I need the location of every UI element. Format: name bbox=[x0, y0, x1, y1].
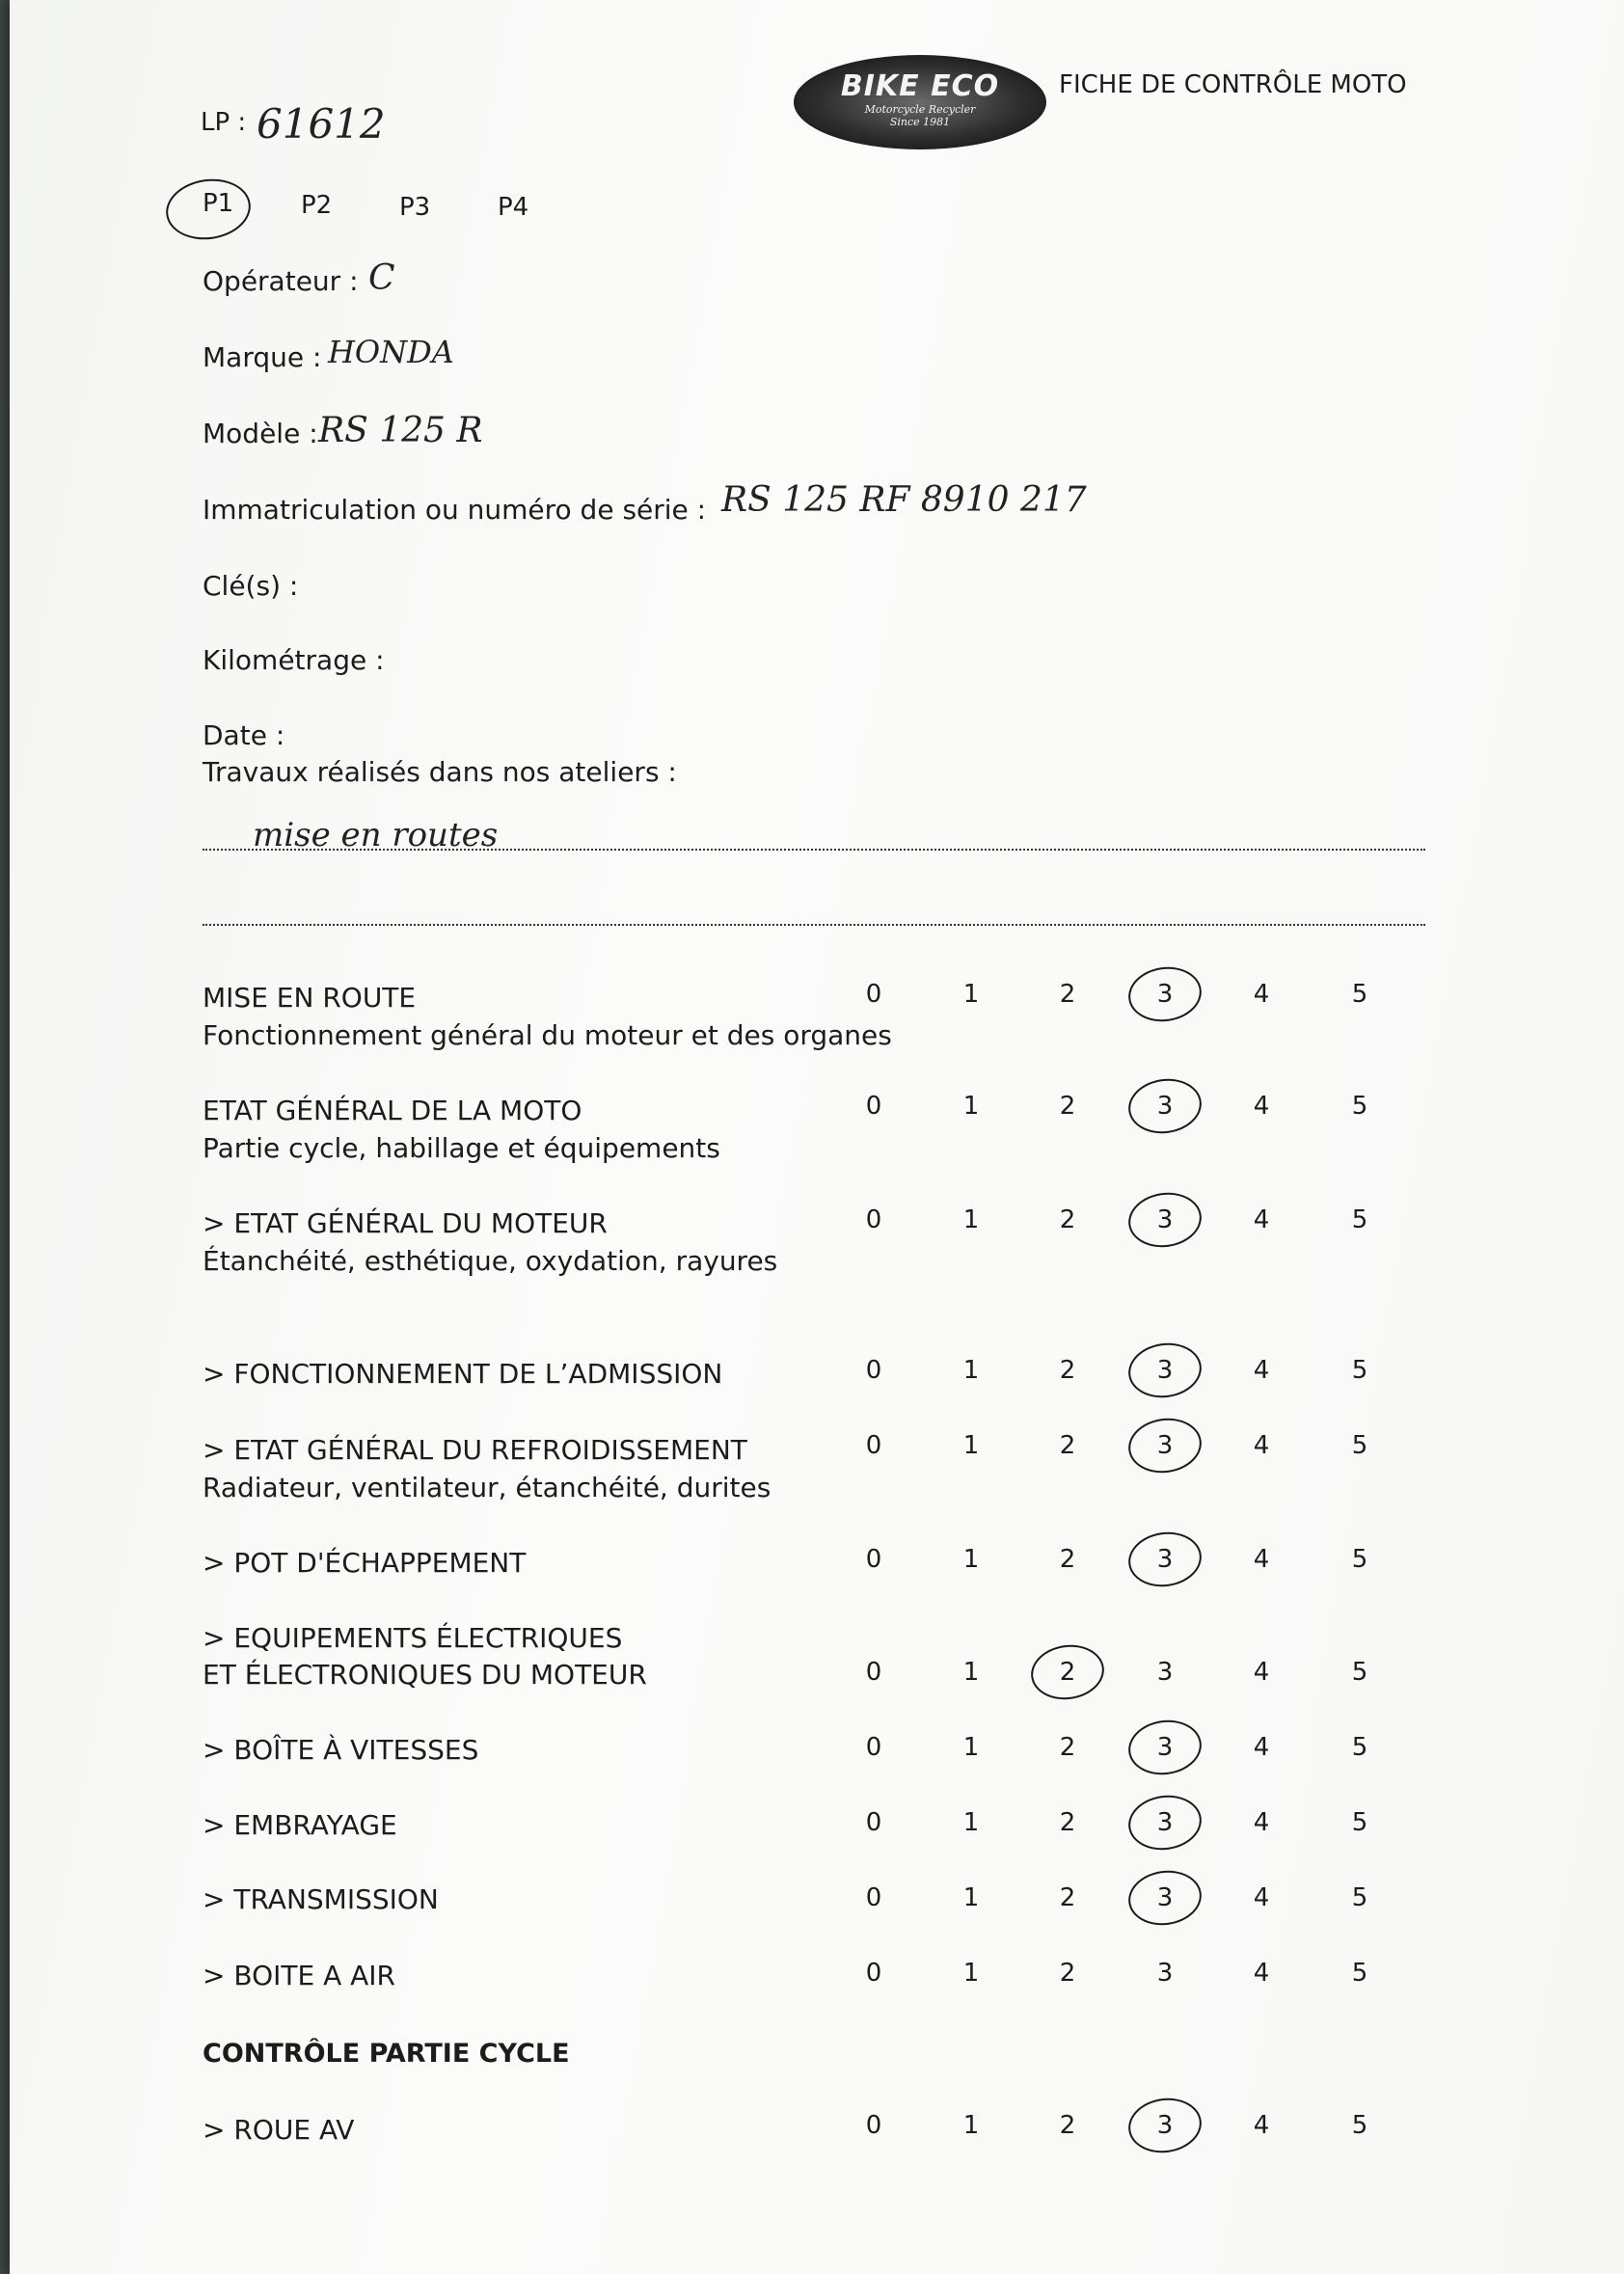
score-option-3[interactable]: 3 bbox=[1156, 1959, 1174, 1988]
marque-label: Marque : bbox=[203, 341, 322, 373]
travaux-label: Travaux réalisés dans nos ateliers : bbox=[203, 756, 677, 788]
score-option-5[interactable]: 5 bbox=[1351, 1733, 1368, 1762]
travaux-value[interactable]: mise en routes bbox=[253, 816, 499, 854]
score-option-1[interactable]: 1 bbox=[962, 1883, 980, 1912]
logo-text: BIKE ECO bbox=[840, 69, 1000, 103]
score-option-3[interactable]: 3 bbox=[1156, 1431, 1174, 1460]
check-title: > POT D'ÉCHAPPEMENT bbox=[203, 1547, 527, 1579]
check-subtitle: ET ÉLECTRONIQUES DU MOTEUR bbox=[203, 1659, 647, 1691]
selected-score-circle bbox=[1027, 1640, 1107, 1704]
score-option-4[interactable]: 4 bbox=[1253, 1092, 1270, 1121]
score-option-5[interactable]: 5 bbox=[1351, 1356, 1368, 1385]
score-option-4[interactable]: 4 bbox=[1253, 1733, 1270, 1762]
check-title: > TRANSMISSION bbox=[203, 1883, 439, 1915]
selected-score-circle bbox=[1124, 1716, 1204, 1779]
check-subtitle: Fonctionnement général du moteur et des organes bbox=[203, 1019, 892, 1051]
score-option-0[interactable]: 0 bbox=[865, 1733, 882, 1762]
immatriculation-value[interactable]: RS 125 RF 8910 217 bbox=[721, 480, 1087, 520]
operateur-value[interactable]: C bbox=[368, 258, 395, 298]
score-option-1[interactable]: 1 bbox=[962, 1205, 980, 1234]
score-option-4[interactable]: 4 bbox=[1253, 1808, 1270, 1837]
option-p1-circle-mark bbox=[162, 174, 255, 245]
check-title: > EMBRAYAGE bbox=[203, 1809, 397, 1841]
score-option-4[interactable]: 4 bbox=[1253, 1431, 1270, 1460]
inspection-sheet bbox=[10, 0, 1624, 2274]
immatriculation-label: Immatriculation ou numéro de série : bbox=[203, 494, 707, 526]
lp-value[interactable]: 61612 bbox=[257, 100, 386, 148]
score-option-4[interactable]: 4 bbox=[1253, 1205, 1270, 1234]
score-option-0[interactable]: 0 bbox=[865, 1808, 882, 1837]
travaux-line-2 bbox=[203, 924, 1425, 926]
score-option-4[interactable]: 4 bbox=[1253, 1545, 1270, 1574]
operateur-label: Opérateur : bbox=[203, 265, 359, 297]
score-option-3[interactable]: 3 bbox=[1156, 1658, 1174, 1687]
bike-eco-logo bbox=[794, 55, 1046, 149]
option-p3[interactable]: P3 bbox=[399, 193, 431, 222]
option-p4[interactable]: P4 bbox=[498, 193, 529, 222]
score-option-0[interactable]: 0 bbox=[865, 1959, 882, 1988]
score-option-5[interactable]: 5 bbox=[1351, 1808, 1368, 1837]
score-option-2[interactable]: 2 bbox=[1059, 2111, 1076, 2140]
check-title: > BOÎTE À VITESSES bbox=[203, 1734, 479, 1766]
score-option-3[interactable]: 3 bbox=[1156, 1356, 1174, 1385]
score-option-2[interactable]: 2 bbox=[1059, 1959, 1076, 1988]
check-subtitle: Étanchéité, esthétique, oxydation, rayures bbox=[203, 1245, 778, 1277]
score-option-0[interactable]: 0 bbox=[865, 1658, 882, 1687]
score-option-3[interactable]: 3 bbox=[1156, 1733, 1174, 1762]
date-label: Date : bbox=[203, 719, 285, 751]
selected-score-circle bbox=[1124, 1188, 1204, 1252]
score-option-2[interactable]: 2 bbox=[1059, 1545, 1076, 1574]
score-option-1[interactable]: 1 bbox=[962, 1431, 980, 1460]
option-p1[interactable]: P1 bbox=[203, 189, 234, 218]
modele-label: Modèle : bbox=[203, 418, 318, 449]
score-option-4[interactable]: 4 bbox=[1253, 1658, 1270, 1687]
score-option-1[interactable]: 1 bbox=[962, 1658, 980, 1687]
score-option-0[interactable]: 0 bbox=[865, 1092, 882, 1121]
score-option-5[interactable]: 5 bbox=[1351, 1092, 1368, 1121]
score-option-3[interactable]: 3 bbox=[1156, 2111, 1174, 2140]
score-option-1[interactable]: 1 bbox=[962, 2111, 980, 2140]
score-option-2[interactable]: 2 bbox=[1059, 980, 1076, 1009]
cles-label: Clé(s) : bbox=[203, 570, 299, 602]
check-title: > EQUIPEMENTS ÉLECTRIQUES bbox=[203, 1622, 623, 1654]
score-option-1[interactable]: 1 bbox=[962, 980, 980, 1009]
selected-score-circle bbox=[1124, 1528, 1204, 1591]
selected-score-circle bbox=[1124, 1866, 1204, 1930]
score-option-4[interactable]: 4 bbox=[1253, 2111, 1270, 2140]
check-subtitle: Partie cycle, habillage et équipements bbox=[203, 1132, 720, 1164]
score-option-0[interactable]: 0 bbox=[865, 1205, 882, 1234]
score-option-2[interactable]: 2 bbox=[1059, 1356, 1076, 1385]
score-option-4[interactable]: 4 bbox=[1253, 1356, 1270, 1385]
score-option-3[interactable]: 3 bbox=[1156, 1808, 1174, 1837]
lp-label: LP : bbox=[201, 108, 247, 137]
score-option-1[interactable]: 1 bbox=[962, 1733, 980, 1762]
selected-score-circle bbox=[1124, 1791, 1204, 1854]
check-title: MISE EN ROUTE bbox=[203, 982, 417, 1014]
score-option-2[interactable]: 2 bbox=[1059, 1808, 1076, 1837]
score-option-2[interactable]: 2 bbox=[1059, 1431, 1076, 1460]
score-option-5[interactable]: 5 bbox=[1351, 2111, 1368, 2140]
score-option-1[interactable]: 1 bbox=[962, 1545, 980, 1574]
score-option-1[interactable]: 1 bbox=[962, 1959, 980, 1988]
score-option-2[interactable]: 2 bbox=[1059, 1883, 1076, 1912]
score-option-5[interactable]: 5 bbox=[1351, 1545, 1368, 1574]
score-option-4[interactable]: 4 bbox=[1253, 1883, 1270, 1912]
score-option-0[interactable]: 0 bbox=[865, 1883, 882, 1912]
modele-value[interactable]: RS 125 R bbox=[318, 411, 483, 450]
score-option-1[interactable]: 1 bbox=[962, 1356, 980, 1385]
score-option-0[interactable]: 0 bbox=[865, 2111, 882, 2140]
score-option-5[interactable]: 5 bbox=[1351, 1959, 1368, 1988]
check-title: > ETAT GÉNÉRAL DU REFROIDISSEMENT bbox=[203, 1434, 747, 1466]
score-option-1[interactable]: 1 bbox=[962, 1808, 980, 1837]
logo-subtext-2: Since 1981 bbox=[889, 116, 951, 128]
selected-score-circle bbox=[1124, 962, 1204, 1026]
section-partie-cycle-title: CONTRÔLE PARTIE CYCLE bbox=[203, 2039, 570, 2069]
score-option-3[interactable]: 3 bbox=[1156, 1883, 1174, 1912]
score-option-3[interactable]: 3 bbox=[1156, 980, 1174, 1009]
score-option-2[interactable]: 2 bbox=[1059, 1092, 1076, 1121]
score-option-2[interactable]: 2 bbox=[1059, 1658, 1076, 1687]
score-option-5[interactable]: 5 bbox=[1351, 1205, 1368, 1234]
score-option-0[interactable]: 0 bbox=[865, 1431, 882, 1460]
option-p2[interactable]: P2 bbox=[301, 191, 333, 220]
score-option-5[interactable]: 5 bbox=[1351, 980, 1368, 1009]
check-title: > FONCTIONNEMENT DE L’ADMISSION bbox=[203, 1358, 723, 1390]
score-option-0[interactable]: 0 bbox=[865, 980, 882, 1009]
check-title: > ETAT GÉNÉRAL DU MOTEUR bbox=[203, 1207, 608, 1239]
score-option-0[interactable]: 0 bbox=[865, 1545, 882, 1574]
score-option-0[interactable]: 0 bbox=[865, 1356, 882, 1385]
form-title: FICHE DE CONTRÔLE MOTO bbox=[1059, 70, 1407, 99]
kilometrage-label: Kilométrage : bbox=[203, 644, 385, 676]
score-option-2[interactable]: 2 bbox=[1059, 1205, 1076, 1234]
score-option-4[interactable]: 4 bbox=[1253, 1959, 1270, 1988]
score-option-5[interactable]: 5 bbox=[1351, 1431, 1368, 1460]
score-option-3[interactable]: 3 bbox=[1156, 1545, 1174, 1574]
marque-value[interactable]: HONDA bbox=[328, 334, 454, 370]
check-subtitle: Radiateur, ventilateur, étanchéité, durites bbox=[203, 1472, 771, 1503]
score-option-5[interactable]: 5 bbox=[1351, 1883, 1368, 1912]
score-option-3[interactable]: 3 bbox=[1156, 1205, 1174, 1234]
travaux-line-1 bbox=[203, 849, 1425, 851]
score-option-4[interactable]: 4 bbox=[1253, 980, 1270, 1009]
check-title: > BOITE A AIR bbox=[203, 1960, 395, 1991]
score-option-2[interactable]: 2 bbox=[1059, 1733, 1076, 1762]
check-title: ETAT GÉNÉRAL DE LA MOTO bbox=[203, 1095, 582, 1126]
check-title: > ROUE AV bbox=[203, 2114, 355, 2146]
selected-score-circle bbox=[1124, 1074, 1204, 1138]
selected-score-circle bbox=[1124, 1414, 1204, 1477]
score-option-5[interactable]: 5 bbox=[1351, 1658, 1368, 1687]
selected-score-circle bbox=[1124, 2094, 1204, 2157]
score-option-1[interactable]: 1 bbox=[962, 1092, 980, 1121]
logo-subtext-1: Motorcycle Recycler bbox=[864, 103, 976, 116]
score-option-3[interactable]: 3 bbox=[1156, 1092, 1174, 1121]
selected-score-circle bbox=[1124, 1339, 1204, 1402]
